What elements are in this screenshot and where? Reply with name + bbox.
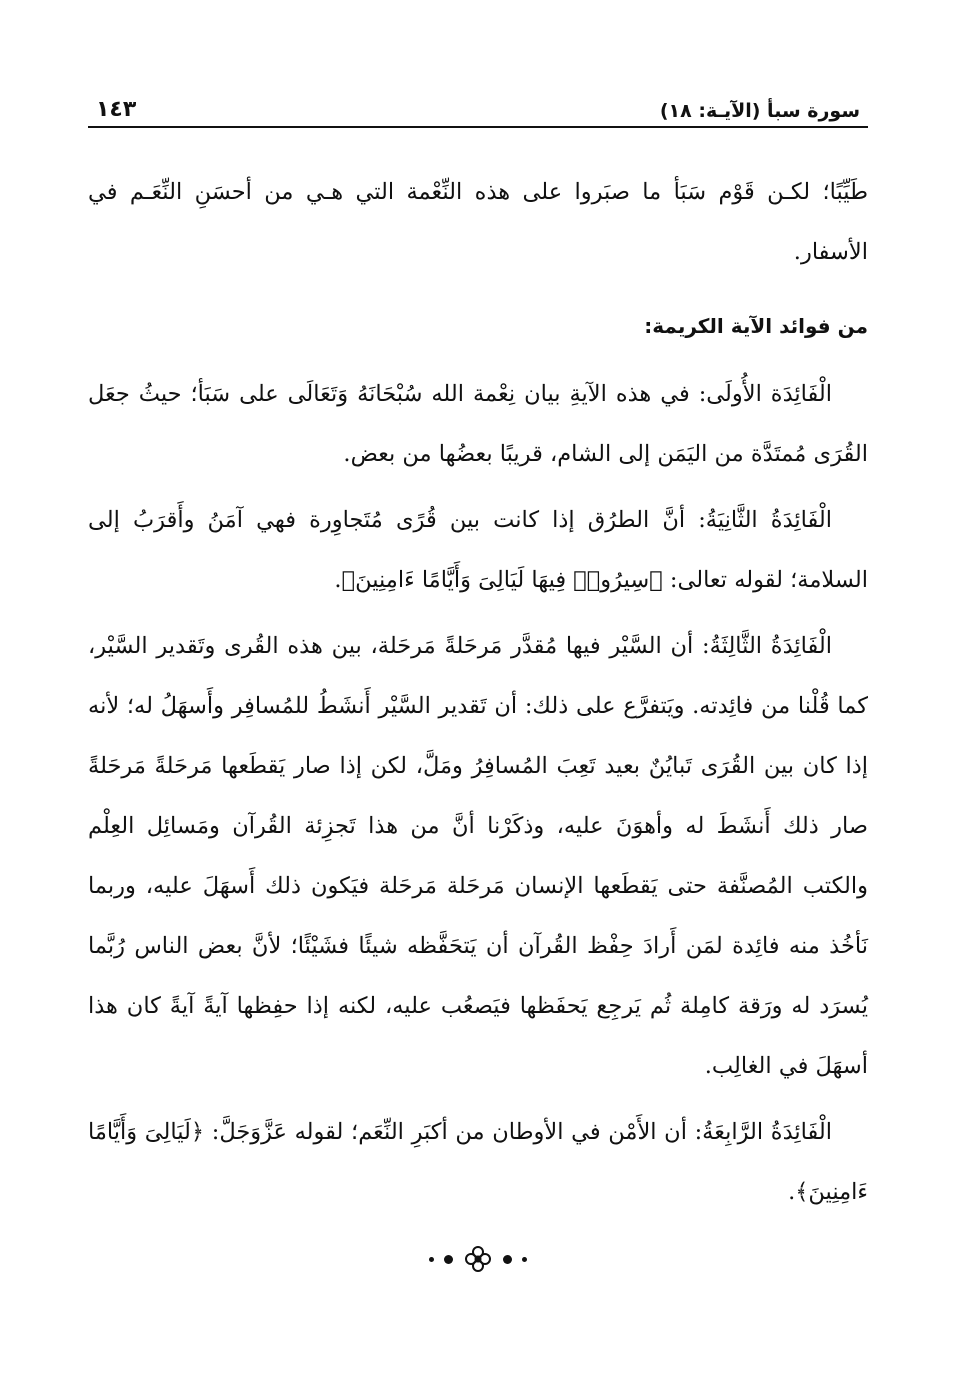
section-divider — [88, 1244, 868, 1274]
divider-flower-icon — [463, 1244, 493, 1274]
paragraph-continuation: طَيِّبًا؛ لكـن قَوْم سَبَأ ما صبَروا على هذه النِّعْمة التي هـي من أحسَنِ النِّعَـم في الأسفار. — [88, 179, 868, 265]
benefit-paragraph-1: الْفَائِدَة الأُولَى: في هذه الآيةِ بيان نِعْمة الله سُبْحَانَهُ وَتَعَالَى على سَبَأ؛ حيثُ جعَل القُرَى مُمتَدَّة من اليَمَن إلى الشام، قريبًا بعضُها من بعض. — [88, 381, 868, 467]
running-header — [88, 82, 868, 128]
section-heading: من فوائد الآية الكريمة: — [644, 314, 868, 338]
document-page — [88, 82, 868, 1274]
page-body — [88, 162, 868, 1222]
divider-dot — [429, 1257, 434, 1262]
page-number: ١٤٣ — [96, 97, 137, 122]
divider-dot — [503, 1255, 512, 1264]
benefit-paragraph-4: الْفَائِدَةُ الرَّابِعَةُ: أن الأَمْن في الأوطان من أكبَرِ النِّعَم؛ لقوله عَزَّوَجَلَّ: ﴿لَيَالِىَ وَأَيَّامًا ءَامِنِينَ﴾. — [88, 1119, 868, 1205]
divider-dot — [444, 1255, 453, 1264]
benefit-paragraph-3: الْفَائِدَةُ الثَّالِثَةُ: أن السَّيْر فيها مُقدَّر مَرحَلةً مَرحَلة، بين هذه القُرى وتَقدير السَّيْر، كما قُلْنا من فائِدته. ويَتفرَّع على ذلك: أن تَقدير السَّيْر أَنشَطُ للمُسافِر وأَسهَلُ له؛ لأنه إذا كان بين القُرَى تَبايُنٌ بعيد تَعِبَ المُسافِرُ ومَلَّ، لكن إذا صار يَقطَعها مَرحَلةً مَرحَلةً صار ذلك أَنشَطَ له وأهوَنَ عليه، وذكَرْنا أنَّ من هذا تَجزِئة القُرآن ومَسائِل العِلْم والكتب المُصنَّفة حتى يَقطَعها الإنسان مَرحَلة مَرحَلة فيَكون ذلك أَسهَلَ عليه، وربما نَأخُذ منه فائِدة لمَن أَرادَ حِفْظ القُرآن أن يَتحَفَّظه شيئًا فشَيْئًا؛ لأنَّ بعض الناس رُبَّما يُسرَد له ورَقة كامِلة ثُم يَرجِع يَحفَظها فيَصعُب عليه، لكنه إذا حفِظها آيةً آيةً كان هذا أسهَلَ في الغالِب. — [88, 633, 868, 1079]
divider-dot — [522, 1257, 527, 1262]
header-title: سورة سبأ (الآيـة: ١٨) — [659, 100, 860, 122]
benefit-paragraph-2: الْفَائِدَةُ الثَّانِيَةُ: أنَّ الطرُق إذا كانت بين قُرًى مُتَجاوِرة فهي آمَنُ وأَقرَبُ إلى السلامة؛ لقوله تعالى: ﴿سِيرُوا۟ فِيهَا لَيَالِىَ وَأَيَّامًا ءَامِنِينَ﴾. — [88, 507, 868, 593]
